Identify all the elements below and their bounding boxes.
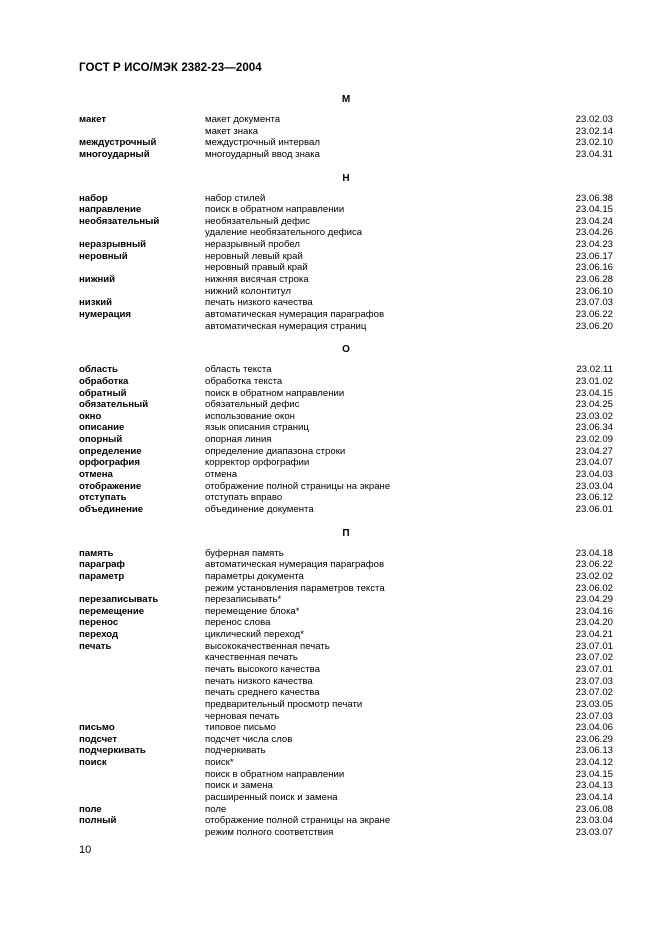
index-code: 23.06.16 (575, 262, 613, 274)
index-code: 23.03.04 (575, 480, 613, 492)
index-phrase: отображение полной страницы на экране (205, 815, 391, 827)
index-row (79, 137, 613, 149)
index-row (79, 388, 613, 400)
index-code: 23.04.27 (575, 445, 613, 457)
index-code: 23.04.03 (575, 469, 613, 481)
index-code: 23.07.03 (575, 710, 613, 722)
index-phrase: междустрочный интервал (205, 137, 320, 149)
index-term (79, 583, 205, 595)
section-letter: П (342, 527, 350, 539)
index-code: 23.02.10 (575, 137, 613, 149)
index-code: 23.03.02 (575, 410, 613, 422)
index-term: перезаписывать (79, 594, 159, 606)
index-term: неразрывный (79, 239, 147, 251)
index-row (79, 262, 613, 274)
index-phrase: нижний колонтитул (205, 285, 291, 297)
index-phrase: удаление необязательного дефиса (205, 227, 363, 239)
index-code: 23.04.31 (575, 148, 613, 160)
index-code: 23.02.03 (575, 114, 613, 125)
index-code: 23.07.03 (575, 675, 613, 687)
index-phrase: нижняя висячая строка (205, 274, 309, 286)
index-term: параграф (79, 559, 125, 571)
index-code: 23.04.26 (575, 227, 613, 239)
index-code: 23.02.11 (576, 364, 613, 376)
index-phrase: макет документа (205, 114, 281, 125)
index-code: 23.04.14 (575, 792, 613, 804)
index-phrase: поле (205, 803, 227, 815)
index-phrase: предварительный просмотр печати (205, 698, 363, 710)
index-row (79, 617, 613, 629)
index-term: подсчет (79, 733, 118, 745)
index-row (79, 629, 613, 641)
index-code: 23.06.17 (575, 250, 613, 262)
index-term (79, 286, 205, 298)
index-phrase: расширенный поиск и замена (205, 792, 338, 804)
index-code: 23.04.15 (575, 768, 613, 780)
index-term: неровный (79, 250, 128, 262)
index-term: поиск (79, 757, 107, 769)
index-phrase: область текста (205, 364, 272, 376)
index-code: 23.04.07 (575, 457, 613, 469)
index-code: 23.06.01 (575, 503, 613, 515)
index-row (79, 792, 613, 804)
index-term: отмена (79, 469, 113, 481)
index-phrase: автоматическая нумерация параграфов (205, 559, 385, 571)
index-term (79, 711, 205, 723)
index-row (79, 239, 613, 251)
index-phrase: язык описания страниц (205, 422, 309, 434)
index-code: 23.07.03 (575, 297, 613, 309)
index-phrase: набор стилей (205, 192, 266, 204)
index-row (79, 571, 613, 583)
index-code: 23.02.09 (575, 434, 613, 446)
index-phrase: режим полного соответствия (205, 826, 334, 838)
index-code: 23.04.25 (575, 399, 613, 411)
index-code: 23.04.29 (575, 594, 613, 606)
index-term: нижний (79, 274, 116, 286)
index-row (79, 227, 613, 239)
index-term: подчеркивать (79, 745, 146, 757)
index-row (79, 504, 613, 516)
index-term: орфография (79, 457, 140, 469)
index-term: макет (79, 114, 107, 125)
index-section (79, 344, 613, 515)
index-code: 23.04.23 (575, 239, 613, 251)
index-row (79, 687, 613, 699)
index-phrase: опорная линия (205, 434, 272, 446)
index-row (79, 286, 613, 298)
index-phrase: обработка текста (205, 375, 283, 387)
index-term: междустрочный (79, 137, 157, 149)
index-phrase: необязательный дефис (205, 215, 311, 227)
index-term (79, 676, 205, 688)
index-term: отображение (79, 480, 142, 492)
index-phrase: макет знака (205, 125, 259, 137)
index-row (79, 149, 613, 161)
index-code: 23.04.16 (575, 605, 613, 617)
index-row (79, 676, 613, 688)
index-code: 23.06.10 (575, 285, 613, 297)
index-phrase: циклический переход* (205, 629, 304, 641)
index-term (79, 321, 205, 333)
index-code: 23.04.12 (575, 757, 613, 769)
index-term: переход (79, 629, 119, 641)
index-term: память (79, 547, 114, 559)
index-term (79, 827, 205, 839)
index-code: 23.04.15 (575, 204, 613, 216)
index-code: 23.03.07 (575, 826, 613, 838)
index-phrase: подсчет числа слов (205, 733, 293, 745)
index-phrase: печать высокого качества (205, 663, 320, 675)
index-code: 23.06.22 (575, 559, 613, 571)
index-row (79, 399, 613, 411)
index-row (79, 641, 613, 653)
index-row (79, 780, 613, 792)
index-phrase: поиск и замена (205, 780, 273, 792)
index-row (79, 193, 613, 205)
index-row (79, 204, 613, 216)
index-term: поле (79, 803, 102, 815)
index-code: 23.07.01 (575, 640, 613, 652)
index-term: направление (79, 204, 142, 216)
index-phrase: отображение полной страницы на экране (205, 480, 391, 492)
index-phrase: многоударный ввод знака (205, 148, 320, 160)
index-code: 23.04.20 (575, 617, 613, 629)
index-phrase: типовое письмо (205, 722, 276, 734)
index-phrase: поиск в обратном направлении (205, 387, 345, 399)
index-phrase: качественная печать (205, 652, 298, 664)
index-term: обратный (79, 387, 127, 399)
index-section (79, 528, 613, 839)
index-term (79, 664, 205, 676)
index-row (79, 769, 613, 781)
index-row (79, 664, 613, 676)
index-code: 23.06.12 (575, 492, 613, 504)
index-code: 23.01.02 (575, 375, 613, 387)
index-phrase: неразрывный пробел (205, 239, 301, 251)
index-code: 23.03.05 (575, 698, 613, 710)
section-letter: О (342, 344, 350, 356)
index-term: окно (79, 410, 102, 422)
index-phrase: поиск в обратном направлении (205, 204, 345, 216)
index-phrase: печать низкого качества (205, 297, 313, 309)
document-header: ГОСТ Р ИСО/МЭК 2382-23—2004 (79, 62, 262, 74)
index-phrase: буферная память (205, 547, 284, 559)
index-term: объединение (79, 503, 144, 515)
index-row (79, 411, 613, 423)
index-term (79, 699, 205, 711)
index-code: 23.04.13 (575, 780, 613, 792)
index-term: многоударный (79, 148, 150, 160)
index-code: 23.06.28 (575, 274, 613, 286)
index-term: область (79, 364, 118, 376)
index-row (79, 827, 613, 839)
section-letter: М (341, 94, 351, 105)
index-term (79, 652, 205, 664)
index-row (79, 321, 613, 333)
index-term: обязательный (79, 399, 149, 411)
index-row (79, 376, 613, 388)
index-row (79, 711, 613, 723)
index-term: обработка (79, 375, 129, 387)
index-code: 23.06.20 (575, 320, 613, 332)
index-row (79, 446, 613, 458)
index-code: 23.07.02 (575, 687, 613, 699)
index-term: полный (79, 815, 117, 827)
index-phrase: отступать вправо (205, 492, 283, 504)
index-row (79, 422, 613, 434)
index-phrase: печать низкого качества (205, 675, 313, 687)
index-term: параметр (79, 570, 125, 582)
index-phrase: автоматическая нумерация страниц (205, 320, 367, 332)
index-code: 23.06.34 (575, 422, 613, 434)
index-code: 23.06.02 (575, 582, 613, 594)
index-phrase: черновая печать (205, 710, 280, 722)
index-phrase: обязательный дефис (205, 399, 300, 411)
index-term (79, 126, 205, 138)
index-phrase: режим установления параметров текста (205, 582, 385, 594)
index-code: 23.06.13 (575, 745, 613, 757)
index-row (79, 469, 613, 481)
index-phrase: подчеркивать (205, 745, 266, 757)
index-phrase: неровный левый край (205, 250, 303, 262)
index-code: 23.03.04 (575, 815, 613, 827)
index-row (79, 434, 613, 446)
index-phrase: перемещение блока* (205, 605, 300, 617)
index-term (79, 769, 205, 781)
index-phrase: неровный правый край (205, 262, 308, 274)
index-row (79, 457, 613, 469)
index-row (79, 297, 613, 309)
index-section (79, 173, 613, 333)
index-row (79, 734, 613, 746)
index-term: печать (79, 640, 112, 652)
index-term: опорный (79, 434, 123, 446)
index-row (79, 114, 613, 126)
index-code: 23.04.24 (575, 215, 613, 227)
index-row (79, 722, 613, 734)
index-code: 23.07.01 (575, 663, 613, 675)
index-term: определение (79, 445, 142, 457)
index-row (79, 606, 613, 618)
index-phrase: определение диапазона строки (205, 445, 346, 457)
index-term: письмо (79, 722, 115, 734)
index-term (79, 227, 205, 239)
index-code: 23.04.18 (575, 547, 613, 559)
index-phrase: перенос слова (205, 617, 271, 629)
index-code: 23.06.29 (575, 733, 613, 745)
index-row (79, 251, 613, 263)
index-row (79, 815, 613, 827)
index-term (79, 687, 205, 699)
section-letter: Н (342, 172, 350, 184)
index-code: 23.04.06 (575, 722, 613, 734)
index-row (79, 745, 613, 757)
index-term: описание (79, 422, 125, 434)
index-row (79, 492, 613, 504)
index-phrase: поиск* (205, 757, 234, 769)
index-row (79, 548, 613, 560)
index-code: 23.06.22 (575, 308, 613, 320)
index-row (79, 583, 613, 595)
index-term (79, 792, 205, 804)
index-term: отступать (79, 492, 127, 504)
index-code: 23.06.08 (575, 803, 613, 815)
index-phrase: параметры документа (205, 570, 304, 582)
index-code: 23.06.38 (575, 192, 613, 204)
index-code: 23.04.15 (575, 387, 613, 399)
index-row (79, 274, 613, 286)
index-row (79, 216, 613, 228)
index-row (79, 804, 613, 816)
page-number: 10 (79, 844, 92, 856)
index-phrase: перезаписывать* (205, 594, 282, 606)
index-code: 23.02.02 (575, 570, 613, 582)
term-index (79, 94, 613, 851)
index-row (79, 594, 613, 606)
index-section (79, 94, 613, 161)
index-term: низкий (79, 297, 113, 309)
index-row (79, 364, 613, 376)
index-phrase: печать среднего качества (205, 687, 320, 699)
index-row (79, 481, 613, 493)
index-term (79, 780, 205, 792)
index-term (79, 262, 205, 274)
index-row (79, 652, 613, 664)
index-phrase: объединение документа (205, 503, 314, 515)
index-phrase: автоматическая нумерация параграфов (205, 308, 385, 320)
index-phrase: корректор орфографии (205, 457, 310, 469)
index-row (79, 757, 613, 769)
index-row (79, 126, 613, 138)
index-term: перемещение (79, 605, 145, 617)
index-phrase: высококачественная печать (205, 640, 330, 652)
index-code: 23.02.14 (575, 125, 613, 137)
index-phrase: отмена (205, 469, 238, 481)
index-row (79, 559, 613, 571)
index-term: перенос (79, 617, 119, 629)
index-code: 23.04.21 (575, 629, 613, 641)
index-code: 23.07.02 (575, 652, 613, 664)
index-phrase: поиск в обратном направлении (205, 768, 345, 780)
index-phrase: использование окон (205, 410, 295, 422)
index-term: необязательный (79, 215, 160, 227)
index-term: набор (79, 192, 108, 204)
index-row (79, 699, 613, 711)
index-term: нумерация (79, 308, 132, 320)
index-row (79, 309, 613, 321)
